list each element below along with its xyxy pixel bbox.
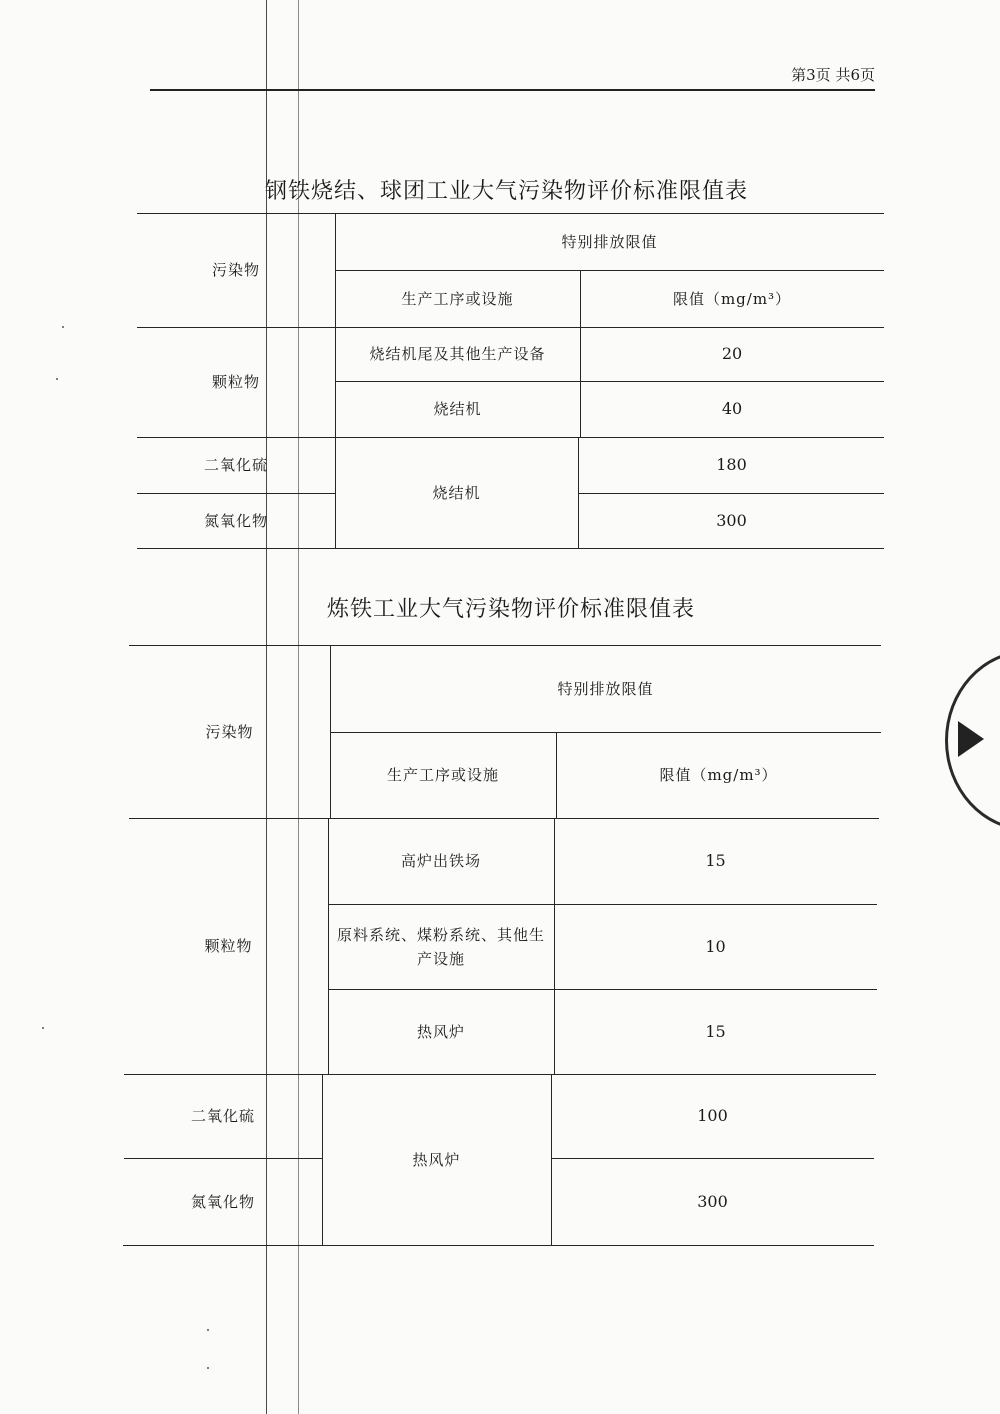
table1-process-cell: 烧结机 bbox=[432, 483, 481, 502]
scan-speck bbox=[56, 378, 58, 380]
table1-limit-cell: 20 bbox=[721, 344, 743, 363]
table2-limit-cell: 15 bbox=[705, 851, 726, 870]
scan-speck bbox=[62, 326, 64, 328]
table1-header-process: 生产工序或设施 bbox=[401, 289, 514, 308]
table1-process-cell: 烧结机 bbox=[433, 400, 482, 418]
table2-limit-cell: 15 bbox=[705, 1021, 726, 1041]
table2-pollutant-particulate: 颗粒物 bbox=[204, 937, 253, 955]
table2-process-cell: 高炉出铁场 bbox=[400, 852, 481, 870]
table2-title: 炼铁工业大气污染物评价标准限值表 bbox=[327, 597, 696, 622]
table2-header-limit: 限值（mg/m³） bbox=[659, 766, 778, 784]
table2-process-cell: 热风炉 bbox=[412, 1150, 461, 1169]
table1-header-special-limit: 特别排放限值 bbox=[561, 232, 658, 251]
table2-header-pollutant: 污染物 bbox=[205, 722, 254, 741]
table2-pollutant-nox: 氮氧化物 bbox=[190, 1192, 255, 1211]
table2-process-line: 原料系统、煤粉系统、其他生 bbox=[336, 925, 545, 944]
scan-speck bbox=[207, 1367, 209, 1369]
table2-header-special-limit: 特别排放限值 bbox=[557, 679, 654, 698]
table2-limit-cell: 10 bbox=[705, 936, 726, 956]
scan-speck bbox=[207, 1329, 209, 1331]
table1-pollutant-so2: 二氧化硫 bbox=[203, 456, 268, 474]
table1-limit-cell: 180 bbox=[716, 455, 747, 474]
page-number: 第3页 共6页 bbox=[791, 66, 875, 84]
header-rule bbox=[150, 89, 875, 91]
table1-title: 钢铁烧结、球团工业大气污染物评价标准限值表 bbox=[265, 179, 749, 204]
table1-header-limit: 限值（mg/m³） bbox=[672, 289, 792, 308]
table1-header-pollutant: 污染物 bbox=[211, 261, 260, 279]
official-stamp bbox=[945, 650, 1000, 831]
table1-limit-cell: 40 bbox=[721, 399, 743, 418]
table2-header-process: 生产工序或设施 bbox=[386, 766, 499, 784]
table1-process-cell: 烧结机尾及其他生产设备 bbox=[369, 345, 546, 363]
table1-pollutant-particulate: 颗粒物 bbox=[211, 373, 260, 391]
table2-limit-cell: 100 bbox=[697, 1106, 728, 1125]
table1-limit-cell: 300 bbox=[716, 510, 747, 530]
stamp-triangle-icon bbox=[958, 721, 984, 757]
table2-process-cell bbox=[328, 904, 554, 989]
table2-process-cell: 热风炉 bbox=[416, 1022, 465, 1041]
table2-process-line: 产设施 bbox=[416, 949, 465, 968]
table1-pollutant-nox: 氮氧化物 bbox=[203, 511, 268, 530]
table2-limit-cell: 300 bbox=[697, 1191, 728, 1211]
table2-pollutant-so2: 二氧化硫 bbox=[190, 1107, 255, 1125]
scan-speck bbox=[42, 1027, 44, 1029]
